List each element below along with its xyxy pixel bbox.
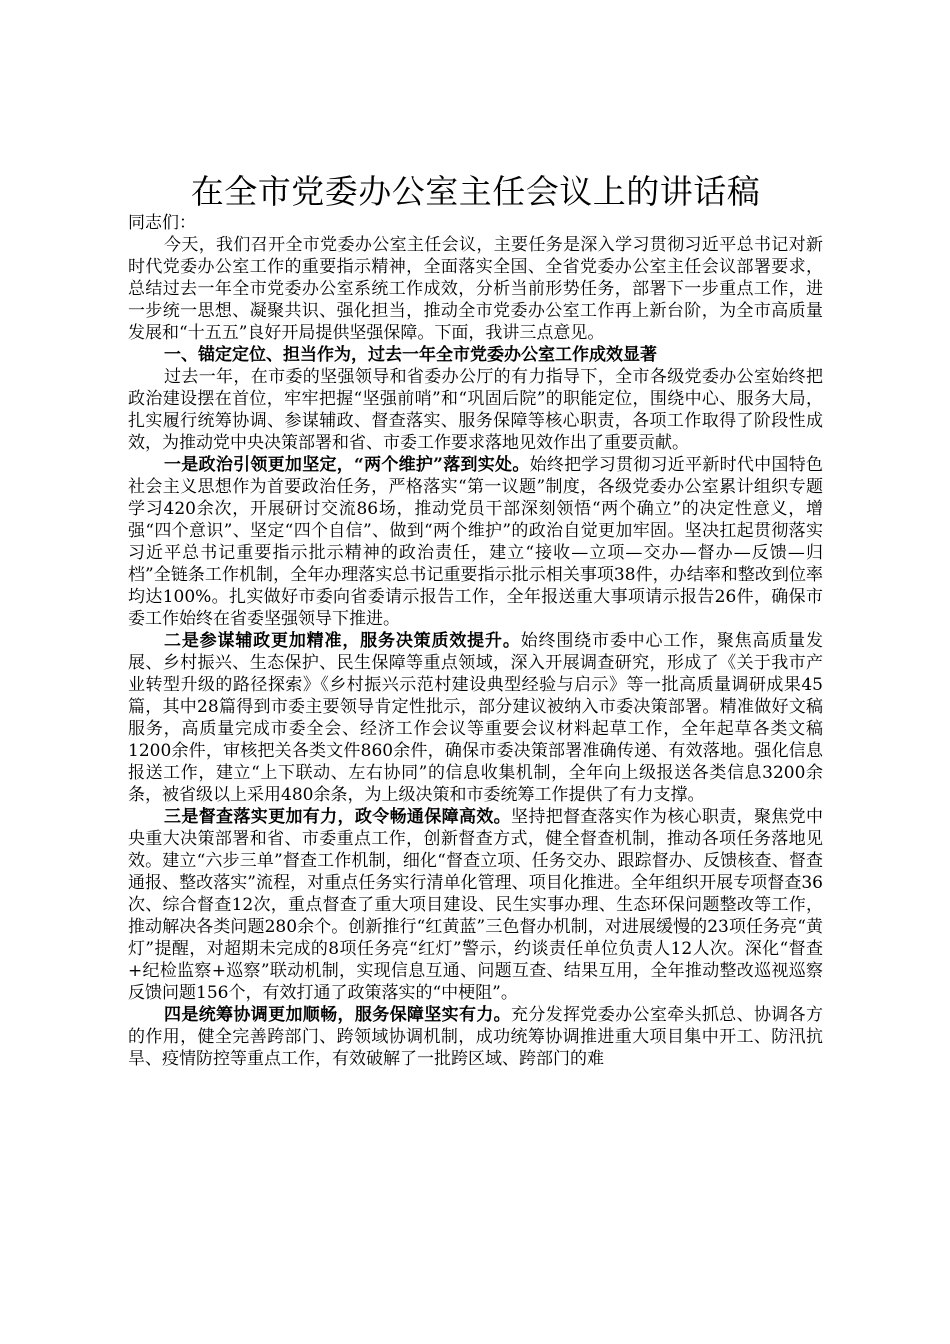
point-4-body: 充分发挥党委办公室牵头抓总、协调各方的作用，健全完善跨部门、跨领域协调机制，成功统筹协调推进重大项目集中开工、防汛抗旱、疫情防控等重点工作，有效破解了一批跨区域、跨部门的难 [128,1005,824,1069]
salutation: 同志们： [128,213,196,233]
point-2-body: 始终围绕市委中心工作，聚焦高质量发展、乡村振兴、生态保护、民生保障等重点领域，深入开展调查研究，形成了《关于我市产业转型升级的路径探索》《乡村振兴示范村建设典型经验与启示》等一批高质量调研成果45篇，其中28篇得到市委主要领导肯定性批示，部分建议被纳入市委决策部署。精准做好文稿服务，高质量完成市委全会、经济工作会议等重要会议材料起草工作，全年起草各类文稿1200余件，审核把关各类文件860余件，确保市委决策部署准确传递、有效落地。强化信息报送工作，建立“上下联动、左右协同”的信息收集机制，全年向上级报送各类信息3200余条，被省级以上采用480余条，为上级决策和市委统筹工作提供了有力支撑。 [128,631,824,805]
section-1-heading: 一、锚定定位、担当作为，过去一年全市党委办公室工作成效显著 [164,345,657,365]
document-page [128,172,823,1070]
point-3-paragraph [128,806,823,1004]
point-1-body: 始终把学习贯彻习近平新时代中国特色社会主义思想作为首要政治任务，严格落实“第一议题”制度，各级党委办公室累计组织专题学习420余次，开展研讨交流86场，推动党员干部深刻领悟“两个确立”的决定性意义，增强“四个意识”、坚定“四个自信”、做到“两个维护”的政治自觉更加牢固。坚决扛起贯彻落实习近平总书记重要指示批示精神的政治责任，建立“接收—立项—交办—督办—反馈—归档”全链条工作机制，全年办理落实总书记重要指示批示相关事项38件，办结率和整改到位率均达100%。扎实做好市委向省委请示报告工作，全年报送重大事项请示报告26件，确保市委工作始终在省委坚强领导下推进。 [128,455,824,629]
point-2-lead: 二是参谋辅政更加精准，服务决策质效提升。 [164,631,521,651]
point-2-paragraph [128,630,823,806]
point-1-paragraph [128,454,823,630]
point-4-paragraph [128,1004,823,1070]
point-3-lead: 三是督查落实更加有力，政令畅通保障高效。 [164,807,512,827]
point-4-lead: 四是统筹协调更加顺畅，服务保障坚实有力。 [164,1005,512,1025]
document-title: 在全市党委办公室主任会议上的讲话稿 [190,172,761,211]
point-1-lead: 一是政治引领更加坚定，“两个维护”落到实处。 [164,455,530,475]
point-3-body: 坚持把督查落实作为核心职责，聚焦党中央重大决策部署和省、市委重点工作，创新督查方式，健全督查机制，推动各项任务落地见效。建立“六步三单”督查工作机制，细化“督查立项、任务交办、跟踪督办、反馈核查、督查通报、整改落实”流程，对重点任务实行清单化管理、项目化推进。全年组织开展专项督查36次、综合督查12次，重点督查了重大项目建设、民生实事办理、生态环保问题整改等工作，推动解决各类问题280余个。创新推行“红黄蓝”三色督办机制，对进展缓慢的23项任务亮“黄灯”提醒，对超期未完成的8项任务亮“红灯”警示，约谈责任单位负责人12人次。深化“督查+纪检监察+巡察”联动机制，实现信息互通、问题互查、结果互用，全年推动整改巡视巡察反馈问题156个，有效打通了政策落实的“中梗阻”。 [128,807,824,1003]
intro-paragraph: 今天，我们召开全市党委办公室主任会议，主要任务是深入学习贯彻习近平总书记对新时代党委办公室工作的重要指示精神，全面落实全国、全省党委办公室主任会议部署要求，总结过去一年全市党委办公室系统工作成效，分析当前形势任务，部署下一步重点工作，进一步统一思想、凝聚共识、强化担当，推动全市党委办公室工作再上新台阶，为全市高质量发展和“十五五”良好开局提供坚强保障。下面，我讲三点意见。 [128,235,823,343]
section-1-intro: 过去一年，在市委的坚强领导和省委办公厅的有力指导下，全市各级党委办公室始终把政治建设摆在首位，牢牢把握“坚强前哨”和“巩固后院”的职能定位，围绕中心、服务大局，扎实履行统筹协调、参谋辅政、督查落实、服务保障等核心职责，各项工作取得了阶段性成效，为推动党中央决策部署和省、市委工作要求落地见效作出了重要贡献。 [128,367,823,453]
